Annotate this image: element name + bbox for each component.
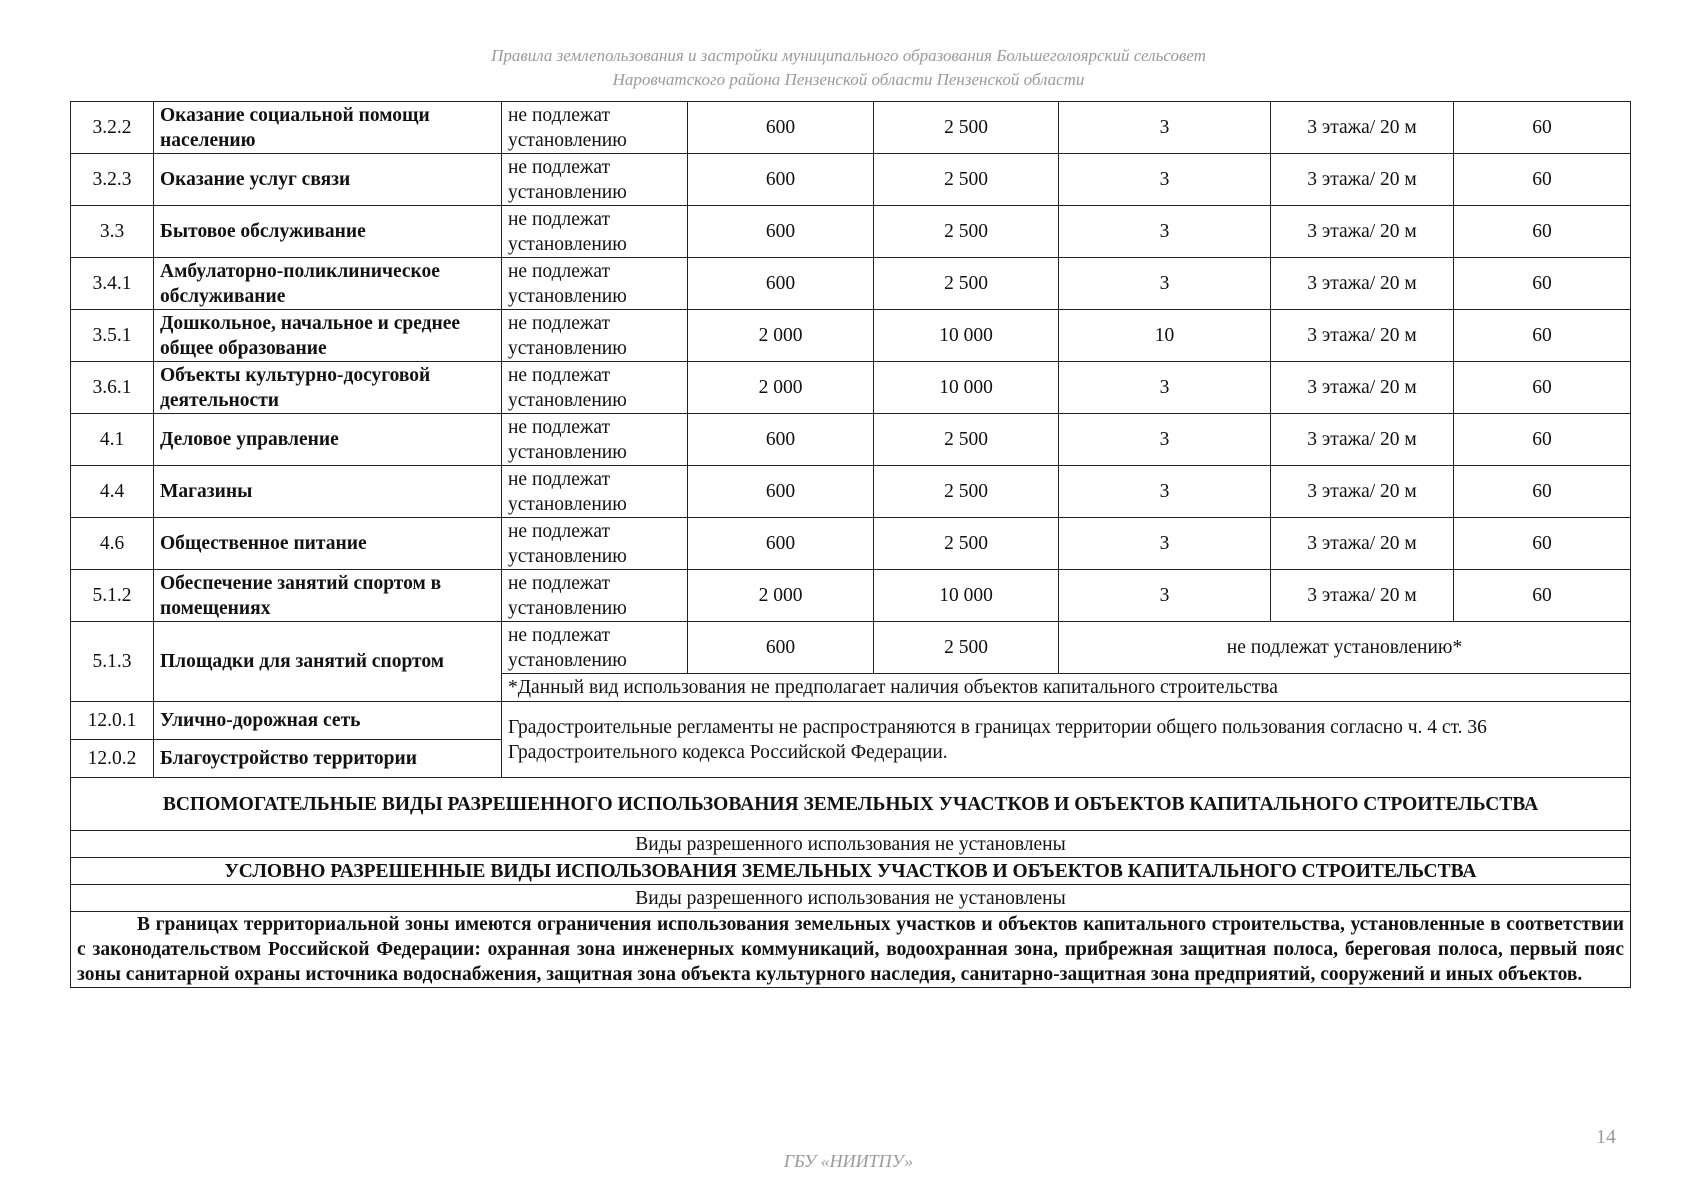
row-max-height: 3 этажа/ 20 м xyxy=(1271,570,1454,622)
table-row xyxy=(71,702,1631,740)
row-max-area: 2 500 xyxy=(874,258,1059,310)
row-name: Благоустройство территории xyxy=(154,740,502,778)
restrictions-text: В границах территориальной зоны имеются ограничения использования земельных участков и объектов капитального строительства, установленные в соответствии с законодательством Российской Федерации: охранная зона инженерных коммуникаций, водоохранная зона, прибрежная защитная полоса, береговая полоса, первый пояс зоны санитарной охраны источника водоснабжения, защитная зона объекта культурного наследия, санитарно-защитная зона предприятий, сооружений и иных объектов. xyxy=(71,912,1631,988)
row-not-set: не подлежат установлению xyxy=(502,570,688,622)
row-max-height: 3 этажа/ 20 м xyxy=(1271,518,1454,570)
row-not-set: не подлежат установлению xyxy=(502,466,688,518)
row-percent: 60 xyxy=(1454,258,1631,310)
row-max-height: 3 этажа/ 20 м xyxy=(1271,102,1454,154)
row-min-area: 600 xyxy=(688,258,874,310)
row-max-area: 10 000 xyxy=(874,310,1059,362)
row-not-set: не подлежат установлению xyxy=(502,206,688,258)
section-text-row xyxy=(71,831,1631,858)
row-not-set: не подлежат установлению xyxy=(502,414,688,466)
row-merged-not-set: не подлежат установлению* xyxy=(1059,622,1631,674)
row-percent: 60 xyxy=(1454,310,1631,362)
row-floors: 3 xyxy=(1059,258,1271,310)
running-header xyxy=(0,44,1697,92)
aux-section-title: ВСПОМОГАТЕЛЬНЫЕ ВИДЫ РАЗРЕШЕННОГО ИСПОЛЬЗОВАНИЯ ЗЕМЕЛЬНЫХ УЧАСТКОВ И ОБЪЕКТОВ КАПИТАЛЬНОГО СТРОИТЕЛЬСТВА xyxy=(71,778,1631,831)
table-row xyxy=(71,518,1631,570)
row-percent: 60 xyxy=(1454,102,1631,154)
table-row xyxy=(71,466,1631,518)
row-percent: 60 xyxy=(1454,518,1631,570)
row-code: 4.4 xyxy=(71,466,154,518)
row-floors: 3 xyxy=(1059,154,1271,206)
row-min-area: 2 000 xyxy=(688,570,874,622)
row-min-area: 2 000 xyxy=(688,362,874,414)
row-percent: 60 xyxy=(1454,570,1631,622)
row-code: 5.1.3 xyxy=(71,622,154,702)
row-name: Дошкольное, начальное и среднее общее образование xyxy=(154,310,502,362)
row-percent: 60 xyxy=(1454,414,1631,466)
footnote-text: *Данный вид использования не предполагает наличия объектов капитального строительства xyxy=(502,674,1631,702)
table-row xyxy=(71,622,1631,674)
row-code: 4.1 xyxy=(71,414,154,466)
header-line-2: Наровчатского района Пензенской области Пензенской области xyxy=(612,70,1085,89)
row-max-area: 2 500 xyxy=(874,518,1059,570)
row-name: Деловое управление xyxy=(154,414,502,466)
row-code: 3.3 xyxy=(71,206,154,258)
row-min-area: 2 000 xyxy=(688,310,874,362)
row-max-height: 3 этажа/ 20 м xyxy=(1271,466,1454,518)
row-code: 4.6 xyxy=(71,518,154,570)
row-name: Магазины xyxy=(154,466,502,518)
row-max-height: 3 этажа/ 20 м xyxy=(1271,206,1454,258)
row-code: 3.6.1 xyxy=(71,362,154,414)
section-header-row xyxy=(71,858,1631,885)
row-floors: 10 xyxy=(1059,310,1271,362)
row-code: 3.4.1 xyxy=(71,258,154,310)
row-not-set: не подлежат установлению xyxy=(502,154,688,206)
row-name: Общественное питание xyxy=(154,518,502,570)
row-name: Обеспечение занятий спортом в помещениях xyxy=(154,570,502,622)
row-code: 3.2.3 xyxy=(71,154,154,206)
row-percent: 60 xyxy=(1454,154,1631,206)
restrictions-row xyxy=(71,912,1631,988)
row-min-area: 600 xyxy=(688,414,874,466)
row-code: 5.1.2 xyxy=(71,570,154,622)
row-not-set: не подлежат установлению xyxy=(502,362,688,414)
row-max-area: 2 500 xyxy=(874,466,1059,518)
section-text-row xyxy=(71,885,1631,912)
row-min-area: 600 xyxy=(688,206,874,258)
aux-section-text: Виды разрешенного использования не установлены xyxy=(71,831,1631,858)
reglament-text: Градостроительные регламенты не распространяются в границах территории общего пользования согласно ч. 4 ст. 36 Градостроительного кодекса Российской Федерации. xyxy=(502,702,1631,778)
row-floors: 3 xyxy=(1059,206,1271,258)
row-min-area: 600 xyxy=(688,622,874,674)
row-code: 3.5.1 xyxy=(71,310,154,362)
row-floors: 3 xyxy=(1059,518,1271,570)
sport-and-road-rows xyxy=(71,622,1631,988)
table-row xyxy=(71,102,1631,154)
row-name: Оказание услуг связи xyxy=(154,154,502,206)
row-min-area: 600 xyxy=(688,466,874,518)
table-row xyxy=(71,414,1631,466)
land-use-table xyxy=(70,101,1631,988)
row-max-area: 2 500 xyxy=(874,622,1059,674)
table-row xyxy=(71,310,1631,362)
conditional-section-title: УСЛОВНО РАЗРЕШЕННЫЕ ВИДЫ ИСПОЛЬЗОВАНИЯ ЗЕМЕЛЬНЫХ УЧАСТКОВ И ОБЪЕКТОВ КАПИТАЛЬНОГО СТРОИТЕЛЬСТВА xyxy=(71,858,1631,885)
row-max-area: 10 000 xyxy=(874,362,1059,414)
table-row xyxy=(71,570,1631,622)
row-code: 12.0.1 xyxy=(71,702,154,740)
page-number: 14 xyxy=(1596,1126,1616,1148)
row-code: 3.2.2 xyxy=(71,102,154,154)
row-not-set: не подлежат установлению xyxy=(502,622,688,674)
row-max-height: 3 этажа/ 20 м xyxy=(1271,258,1454,310)
conditional-section-text: Виды разрешенного использования не установлены xyxy=(71,885,1631,912)
row-name: Площадки для занятий спортом xyxy=(154,622,502,702)
row-min-area: 600 xyxy=(688,518,874,570)
row-floors: 3 xyxy=(1059,414,1271,466)
row-name: Оказание социальной помощи населению xyxy=(154,102,502,154)
table-row xyxy=(71,258,1631,310)
row-max-area: 2 500 xyxy=(874,414,1059,466)
row-percent: 60 xyxy=(1454,362,1631,414)
row-max-height: 3 этажа/ 20 м xyxy=(1271,414,1454,466)
table-row xyxy=(71,362,1631,414)
row-max-area: 2 500 xyxy=(874,154,1059,206)
row-name: Улично-дорожная сеть xyxy=(154,702,502,740)
section-header-row xyxy=(71,778,1631,831)
row-max-area: 10 000 xyxy=(874,570,1059,622)
header-line-1: Правила землепользования и застройки муниципального образования Большеголоярский сельсовет xyxy=(491,46,1206,65)
row-min-area: 600 xyxy=(688,102,874,154)
row-floors: 3 xyxy=(1059,102,1271,154)
row-code: 12.0.2 xyxy=(71,740,154,778)
row-max-height: 3 этажа/ 20 м xyxy=(1271,362,1454,414)
row-min-area: 600 xyxy=(688,154,874,206)
row-floors: 3 xyxy=(1059,570,1271,622)
row-percent: 60 xyxy=(1454,466,1631,518)
row-not-set: не подлежат установлению xyxy=(502,258,688,310)
permitted-uses-rows xyxy=(71,102,1631,622)
row-max-height: 3 этажа/ 20 м xyxy=(1271,154,1454,206)
row-floors: 3 xyxy=(1059,362,1271,414)
row-not-set: не подлежат установлению xyxy=(502,102,688,154)
row-not-set: не подлежат установлению xyxy=(502,518,688,570)
row-max-height: 3 этажа/ 20 м xyxy=(1271,310,1454,362)
row-max-area: 2 500 xyxy=(874,102,1059,154)
row-not-set: не подлежат установлению xyxy=(502,310,688,362)
row-max-area: 2 500 xyxy=(874,206,1059,258)
row-name: Амбулаторно-поликлиническое обслуживание xyxy=(154,258,502,310)
row-name: Бытовое обслуживание xyxy=(154,206,502,258)
table-row xyxy=(71,206,1631,258)
page-footer: ГБУ «НИИТПУ» xyxy=(783,1151,914,1171)
row-percent: 60 xyxy=(1454,206,1631,258)
table-row xyxy=(71,154,1631,206)
row-name: Объекты культурно-досуговой деятельности xyxy=(154,362,502,414)
row-floors: 3 xyxy=(1059,466,1271,518)
